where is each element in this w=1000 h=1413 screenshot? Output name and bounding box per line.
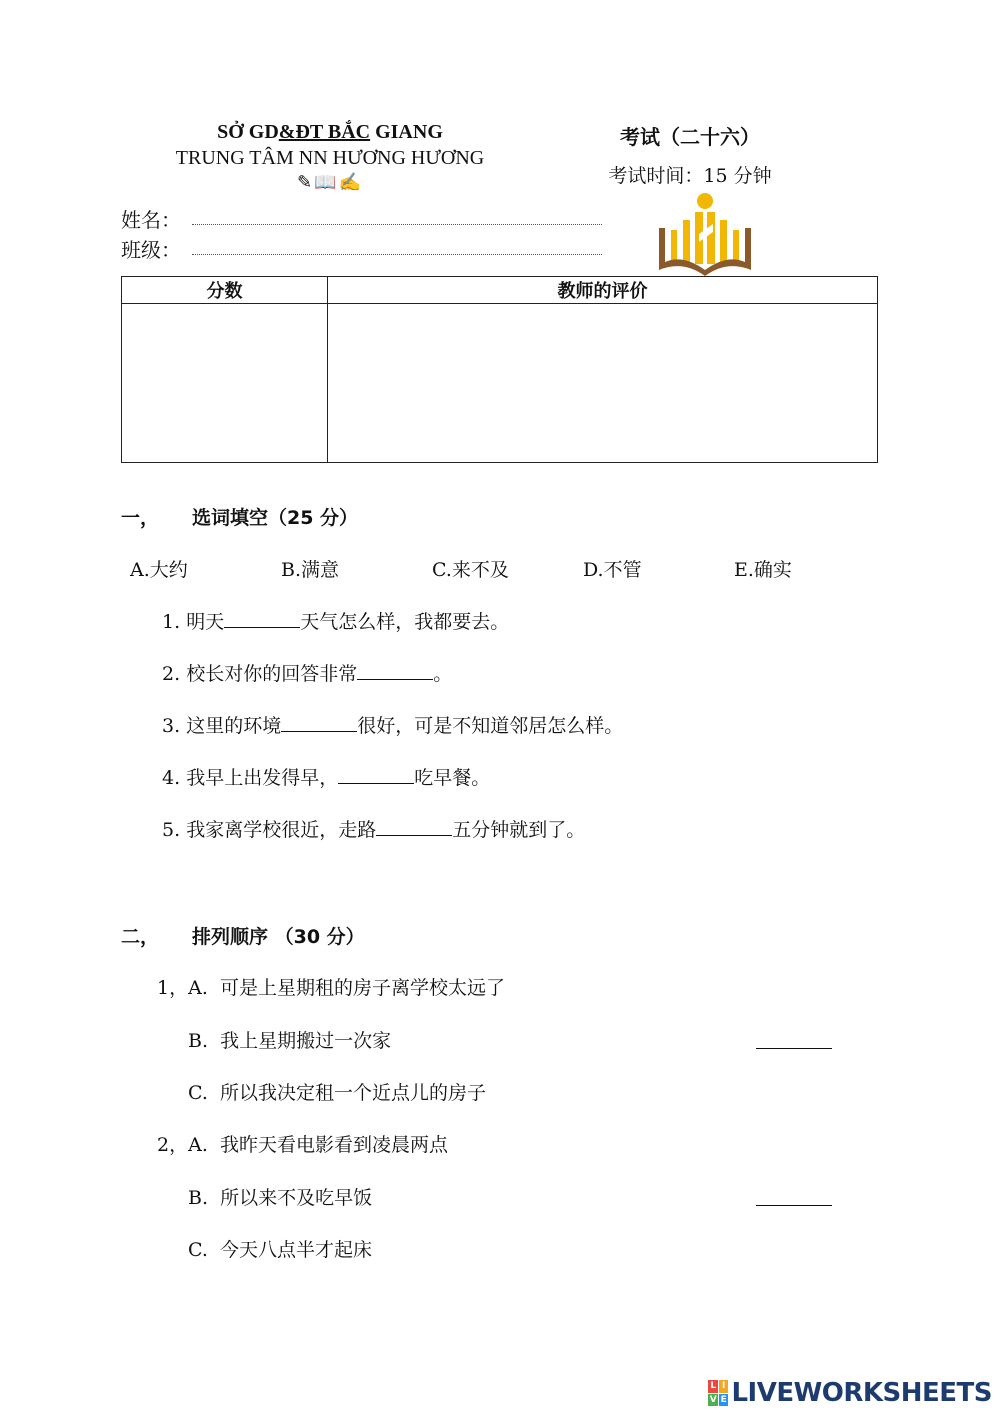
answer-blank-1[interactable] xyxy=(224,609,300,628)
order-item-1b: B. 我上星期搬过一次家 xyxy=(188,1030,392,1052)
center-name: TRUNG TÂM NN HƯƠNG HƯƠNG xyxy=(175,147,485,169)
book-ornament-icon: ✎📖✍ xyxy=(297,172,363,193)
section1-number: 一， xyxy=(121,507,160,529)
watermark-text: LIVEWORKSHEETS xyxy=(731,1378,992,1408)
name-label: 姓名： xyxy=(121,208,181,232)
comment-cell[interactable] xyxy=(328,304,878,463)
question-1: 1. 明天 天气怎么样，我都要去。 xyxy=(162,611,510,633)
section1-title: 选词填空（25 分） xyxy=(192,507,359,529)
order-item-2a: 2，A. 我昨天看电影看到凌晨两点 xyxy=(157,1134,448,1156)
score-cell[interactable] xyxy=(122,304,328,463)
order-answer-1[interactable] xyxy=(756,1048,832,1049)
order-answer-2[interactable] xyxy=(756,1205,832,1206)
score-header: 分数 xyxy=(122,277,328,304)
question-2: 2. 校长对你的回答非常 。 xyxy=(162,663,453,685)
badge-letter: E xyxy=(720,1394,727,1405)
order-item-1a: 1，A. 可是上星期租的房子离学校太远了 xyxy=(157,977,505,999)
section2-number: 二， xyxy=(121,926,160,948)
name-field[interactable] xyxy=(192,224,602,225)
badge-letter: L xyxy=(710,1381,717,1391)
score-table xyxy=(121,276,878,463)
question-4: 4. 我早上出发得早， 吃早餐。 xyxy=(162,767,491,789)
question-3: 3. 这里的环境 很好，可是不知道邻居怎么样。 xyxy=(162,715,624,737)
class-field[interactable] xyxy=(192,254,602,255)
badge-letter: I xyxy=(719,1380,729,1393)
option-e: E.确实 xyxy=(734,559,792,581)
order-item-2b: B. 所以来不及吃早饭 xyxy=(188,1187,373,1209)
answer-blank-2[interactable] xyxy=(357,661,433,680)
option-d: D.不管 xyxy=(583,559,642,581)
order-item-1c: C. 所以我决定租一个近点儿的房子 xyxy=(188,1082,487,1104)
class-label: 班级： xyxy=(121,238,181,262)
answer-blank-3[interactable] xyxy=(281,713,357,732)
liveworksheets-watermark xyxy=(708,1378,992,1408)
answer-blank-4[interactable] xyxy=(338,765,414,784)
option-a: A.大约 xyxy=(130,559,188,581)
exam-time: 考试时间：15 分钟 xyxy=(608,165,772,187)
department-name: SỞ GD&ĐT BẮC GIANG xyxy=(217,121,443,143)
badge-letter: V xyxy=(709,1394,717,1405)
book-logo-icon xyxy=(655,190,755,278)
order-item-2c: C. 今天八点半才起床 xyxy=(188,1239,373,1261)
option-c: C.来不及 xyxy=(432,559,509,581)
answer-blank-5[interactable] xyxy=(376,817,452,836)
comment-header: 教师的评价 xyxy=(328,277,878,304)
question-5: 5. 我家离学校很近，走路 五分钟就到了。 xyxy=(162,819,586,841)
option-b: B.满意 xyxy=(281,559,340,581)
exam-title: 考试（二十六） xyxy=(620,125,760,149)
liveworksheets-logo-icon xyxy=(708,1380,728,1406)
section2-title: 排列顺序 （30 分） xyxy=(192,926,365,948)
